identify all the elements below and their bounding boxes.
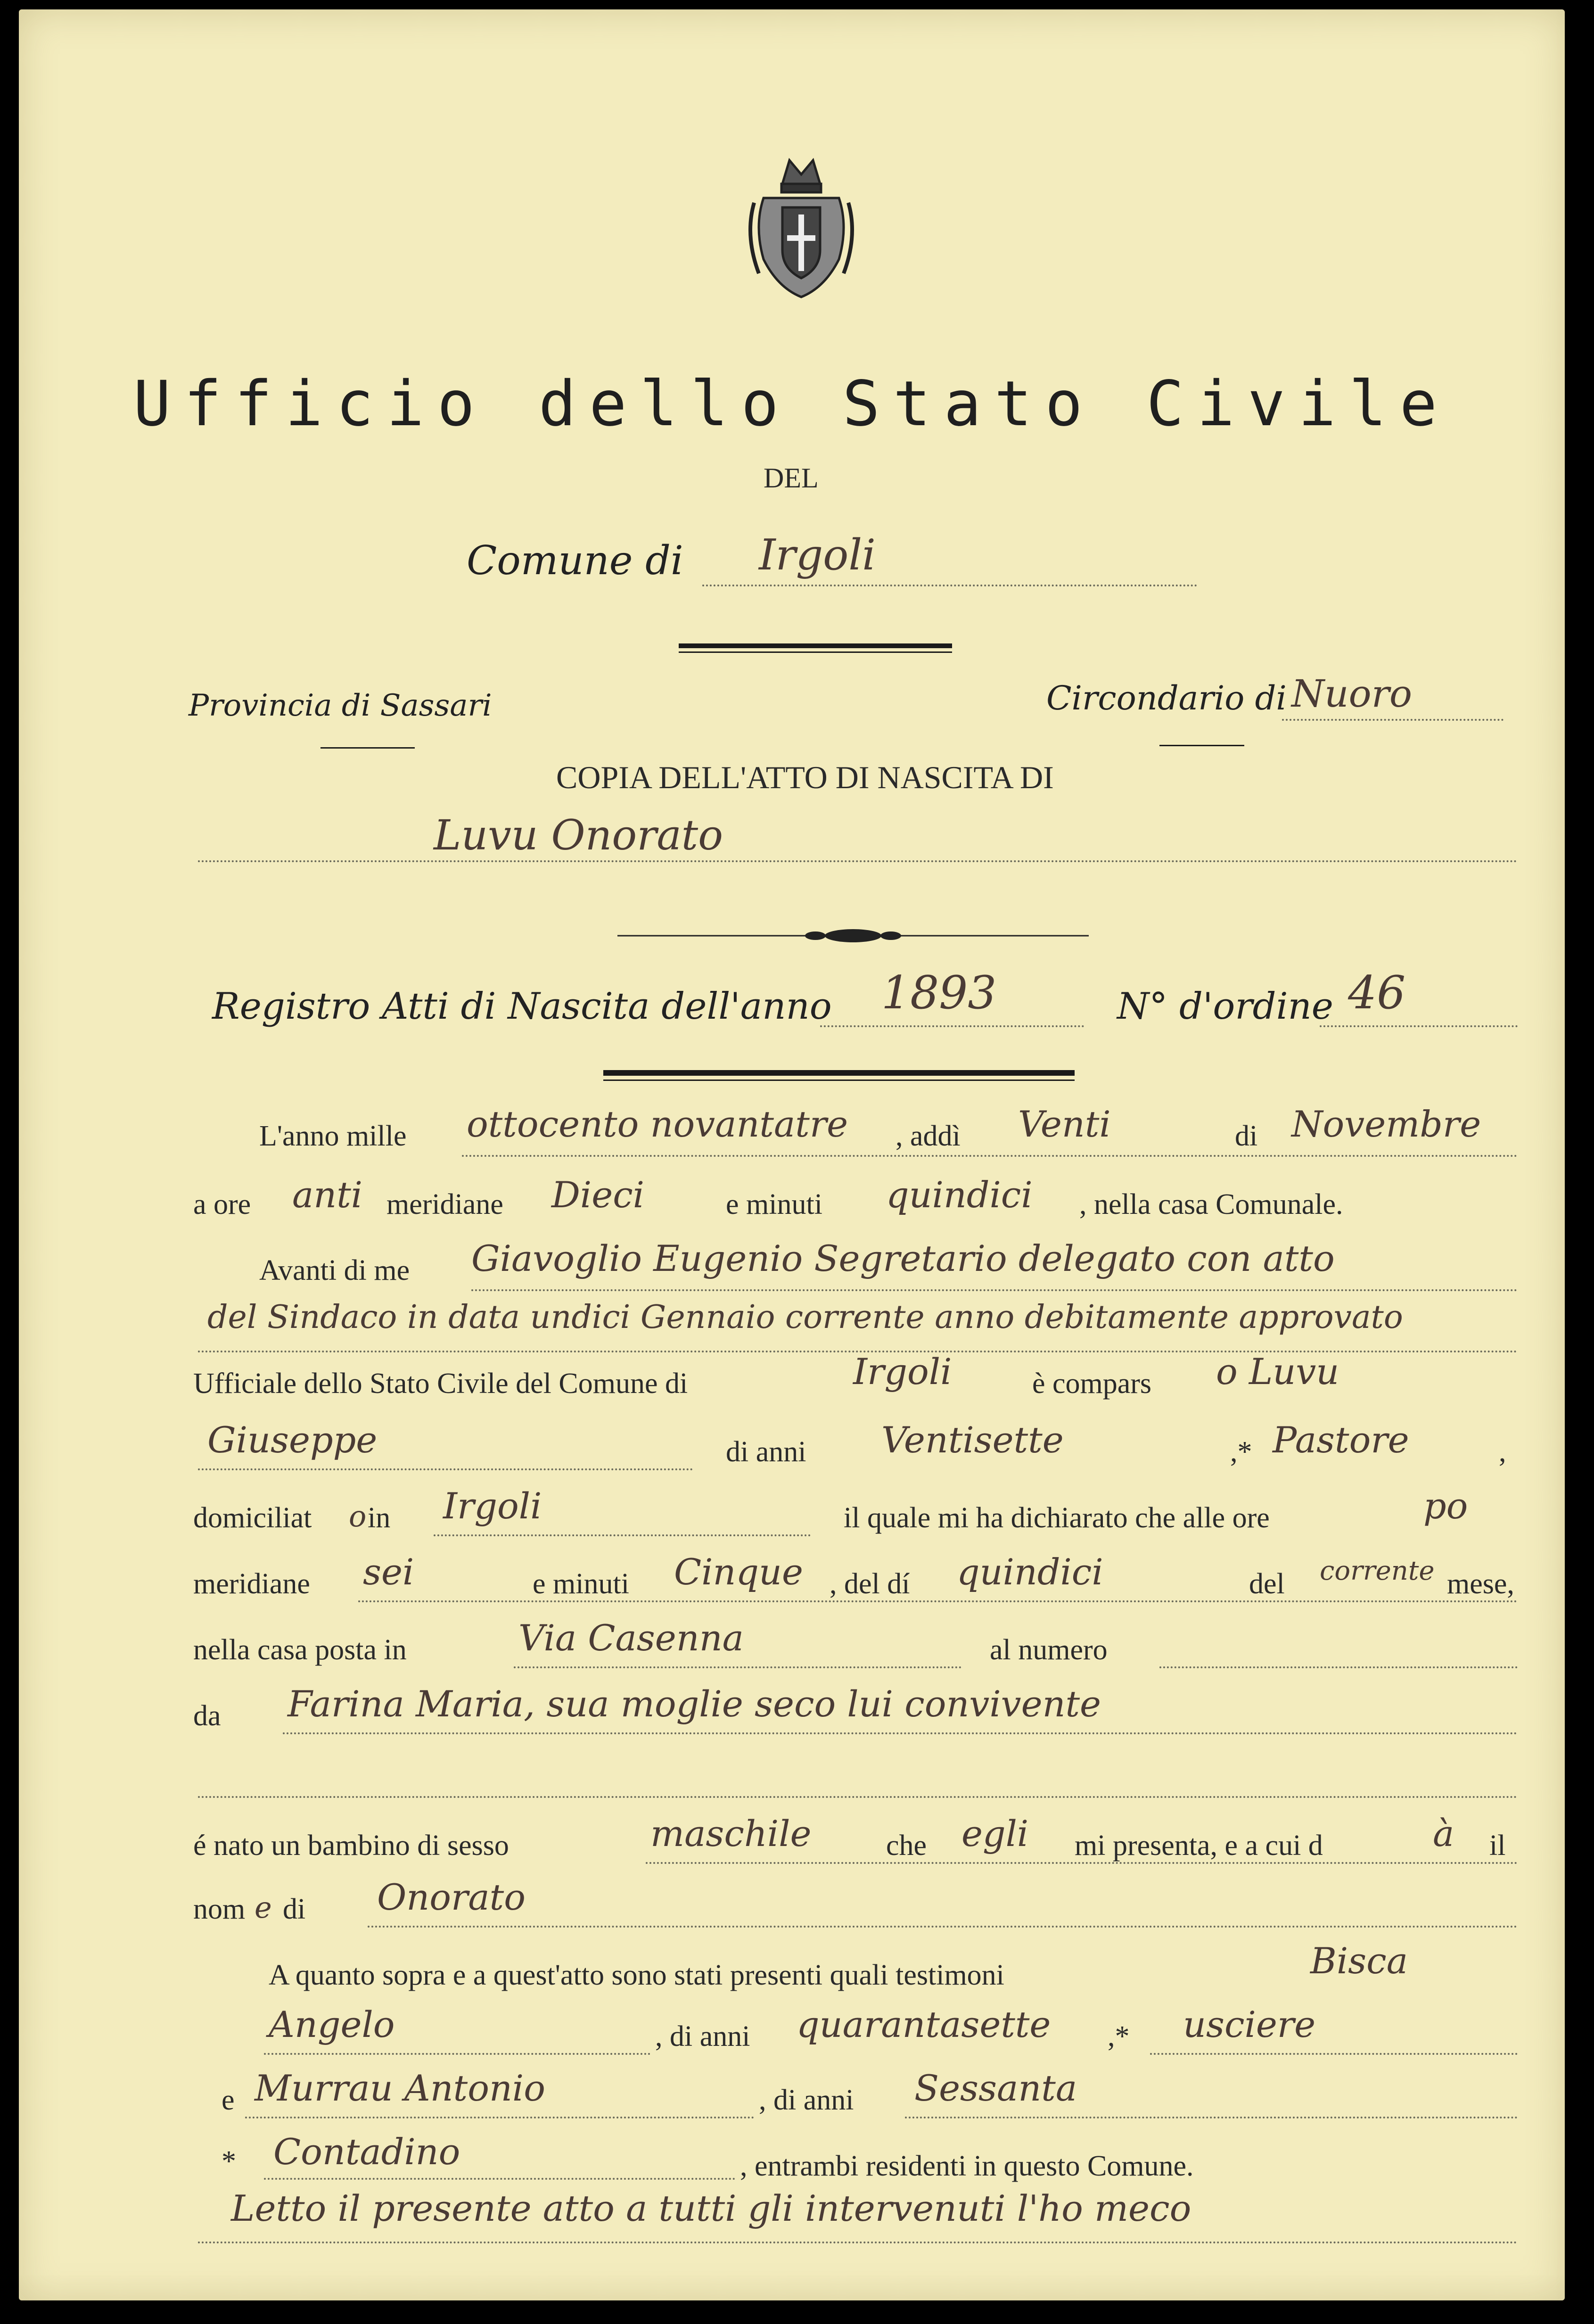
line16-text-b: , entrambi residenti in questo Comune. bbox=[740, 2150, 1194, 2182]
line15-text-b: , di anni bbox=[759, 2084, 854, 2116]
line14-witness1-name: Angelo bbox=[269, 2003, 395, 2045]
line10-text-a: da bbox=[193, 1700, 221, 1732]
line16-asterisk: * bbox=[222, 2145, 236, 2177]
line10-mother: Farina Maria, sua moglie seco lui convivente bbox=[288, 1683, 1101, 1725]
line11-da: à bbox=[1433, 1813, 1454, 1854]
line11-sex: maschile bbox=[650, 1813, 812, 1854]
comune-dotted-line bbox=[702, 585, 1197, 586]
line6-dots-a bbox=[198, 1468, 693, 1470]
registro-label: Registro Atti di Nascita dell'anno bbox=[212, 985, 832, 1028]
line10-dots-b bbox=[198, 1796, 1518, 1798]
line8-text-b: e minuti bbox=[533, 1568, 629, 1600]
line8-hour: sei bbox=[363, 1551, 414, 1593]
line7-dots bbox=[434, 1534, 811, 1536]
line11-text-c: mi presenta, e a cui d bbox=[1075, 1830, 1323, 1862]
line17-closing: Letto il presente atto a tutti gli intervenuti l'ho meco bbox=[231, 2187, 1191, 2229]
line9-address: Via Casenna bbox=[518, 1617, 744, 1659]
line10-dots bbox=[283, 1732, 1518, 1734]
line7-pom: po bbox=[1423, 1485, 1468, 1527]
line3-officer: Giavoglio Eugenio Segretario delegato con atto bbox=[471, 1237, 1335, 1279]
line2-text-c: e minuti bbox=[726, 1188, 822, 1220]
line16-dots bbox=[264, 2178, 735, 2180]
line11-egli: egli bbox=[961, 1813, 1029, 1854]
line2-text-d: , nella casa Comunale. bbox=[1079, 1188, 1343, 1220]
line6-text-c: , bbox=[1499, 1436, 1506, 1468]
line14-text-b: ,* bbox=[1108, 2020, 1130, 2052]
line6-text-a: di anni bbox=[726, 1436, 806, 1468]
subject-name: Luvu Onorato bbox=[434, 811, 723, 859]
line12-suffix: e bbox=[255, 1890, 272, 1925]
line12-child-name: Onorato bbox=[377, 1876, 526, 1918]
line6-declarant-name: Giuseppe bbox=[207, 1419, 378, 1461]
line15-dots-b bbox=[905, 2117, 1518, 2118]
line11-text-b: che bbox=[886, 1830, 927, 1862]
line3-dots bbox=[471, 1289, 1518, 1291]
line3-text-a: Avanti di me bbox=[259, 1254, 410, 1286]
ordine-value: 46 bbox=[1348, 966, 1406, 1019]
line1-dots bbox=[462, 1155, 1518, 1157]
comune-value: Irgoli bbox=[759, 530, 876, 580]
line15-witness2-age: Sessanta bbox=[914, 2067, 1077, 2109]
provincia-label: Provincia di Sassari bbox=[189, 688, 492, 723]
line15-witness2: Murrau Antonio bbox=[255, 2067, 545, 2109]
line6-text-b: ,* bbox=[1230, 1436, 1252, 1468]
line13-text-a: A quanto sopra e a quest'atto sono stati presenti quali testimoni bbox=[269, 1959, 1004, 1991]
circondario-ornament bbox=[1159, 745, 1244, 746]
certificate-page bbox=[19, 9, 1565, 2300]
line9-text-a: nella casa posta in bbox=[193, 1634, 407, 1666]
line8-current: corrente bbox=[1320, 1556, 1435, 1586]
line1-text-c: di bbox=[1235, 1120, 1258, 1152]
line11-text-a: é nato un bambino di sesso bbox=[193, 1830, 509, 1862]
registro-year: 1893 bbox=[881, 966, 997, 1019]
line6-profession: Pastore bbox=[1273, 1419, 1409, 1461]
line8-text-d: del bbox=[1249, 1568, 1285, 1600]
line7-text-c: il quale mi ha dichiarato che alle ore bbox=[844, 1502, 1270, 1534]
line4-delegation: del Sindaco in data undici Gennaio corrente anno debitamente approvato bbox=[207, 1299, 1403, 1336]
line1-text-a: L'anno mille bbox=[259, 1120, 407, 1152]
line7-text-b: in bbox=[368, 1502, 391, 1534]
line8-text-e: mese, bbox=[1447, 1568, 1514, 1600]
line8-text-a: meridiane bbox=[193, 1568, 310, 1600]
comune-rule bbox=[679, 643, 952, 648]
line8-dots bbox=[358, 1600, 1518, 1602]
registro-rule bbox=[603, 1070, 1075, 1076]
line1-month: Novembre bbox=[1291, 1103, 1481, 1145]
document-title: COPIA DELL'ATTO DI NASCITA DI bbox=[556, 759, 1054, 795]
ordine-line bbox=[1320, 1025, 1518, 1027]
line15-text-a: e bbox=[222, 2084, 235, 2116]
ornament-divider bbox=[617, 926, 1089, 945]
line14-witness1-job: usciere bbox=[1183, 2003, 1316, 2045]
line2-text-a: a ore bbox=[193, 1188, 251, 1220]
line12-text-b: di bbox=[283, 1893, 306, 1925]
line1-day: Venti bbox=[1018, 1103, 1111, 1145]
del-label: DEL bbox=[764, 462, 819, 494]
line14-dots-b bbox=[1150, 2053, 1518, 2055]
line2-minutes: quindici bbox=[886, 1174, 1033, 1216]
line9-text-b: al numero bbox=[990, 1634, 1108, 1666]
line8-text-c: , del dí bbox=[830, 1568, 910, 1600]
line11-text-d: il bbox=[1489, 1830, 1506, 1862]
line5-text-a: Ufficiale dello Stato Civile del Comune di bbox=[193, 1368, 688, 1400]
line16-witness2-job: Contadino bbox=[273, 2131, 460, 2173]
circondario-value: Nuoro bbox=[1291, 672, 1413, 716]
line17-dots bbox=[198, 2242, 1518, 2243]
provincia-ornament bbox=[320, 747, 415, 749]
line2-hour: Dieci bbox=[551, 1174, 645, 1216]
line8-day: quindici bbox=[957, 1551, 1103, 1593]
line5-declarant-surname: o Luvu bbox=[1216, 1351, 1339, 1393]
line1-text-b: , addì bbox=[896, 1120, 961, 1152]
registro-rule-thin bbox=[603, 1080, 1075, 1081]
office-title: Ufficio dello Stato Civile bbox=[133, 368, 1451, 440]
line12-text-a: nom bbox=[193, 1893, 246, 1925]
line5-comune: Irgoli bbox=[853, 1351, 952, 1393]
line7-suffix: o bbox=[349, 1499, 367, 1533]
comune-label: Comune di bbox=[467, 537, 683, 584]
line1-year-words: ottocento novantatre bbox=[467, 1103, 848, 1145]
coat-of-arms-emblem bbox=[745, 151, 858, 306]
line7-domicile: Irgoli bbox=[443, 1485, 542, 1527]
line7-text-a: domiciliat bbox=[193, 1502, 312, 1534]
line6-age: Ventisette bbox=[881, 1419, 1064, 1461]
line12-dots bbox=[368, 1926, 1518, 1928]
comune-rule-thin bbox=[679, 651, 952, 653]
circondario-label: Circondario di bbox=[1046, 679, 1287, 717]
line14-text-a: , di anni bbox=[655, 2020, 750, 2052]
registro-year-line bbox=[820, 1025, 1084, 1027]
line9-number-dots bbox=[1159, 1666, 1518, 1668]
line2-anti: anti bbox=[292, 1174, 363, 1216]
subject-dotted-line bbox=[198, 860, 1518, 862]
line11-dots bbox=[646, 1862, 1518, 1864]
line14-dots-a bbox=[264, 2053, 650, 2055]
line15-dots-a bbox=[245, 2117, 754, 2118]
ordine-label: N° d'ordine bbox=[1117, 985, 1333, 1028]
line5-text-b: è compars bbox=[1032, 1368, 1152, 1400]
circondario-dotted-line bbox=[1282, 719, 1504, 721]
line9-dots bbox=[514, 1666, 961, 1668]
line13-witness1-surname: Bisca bbox=[1310, 1940, 1408, 1982]
line8-minutes: Cinque bbox=[674, 1551, 803, 1593]
line2-text-b: meridiane bbox=[386, 1188, 503, 1220]
line14-witness1-age: quarantasette bbox=[797, 2003, 1051, 2045]
